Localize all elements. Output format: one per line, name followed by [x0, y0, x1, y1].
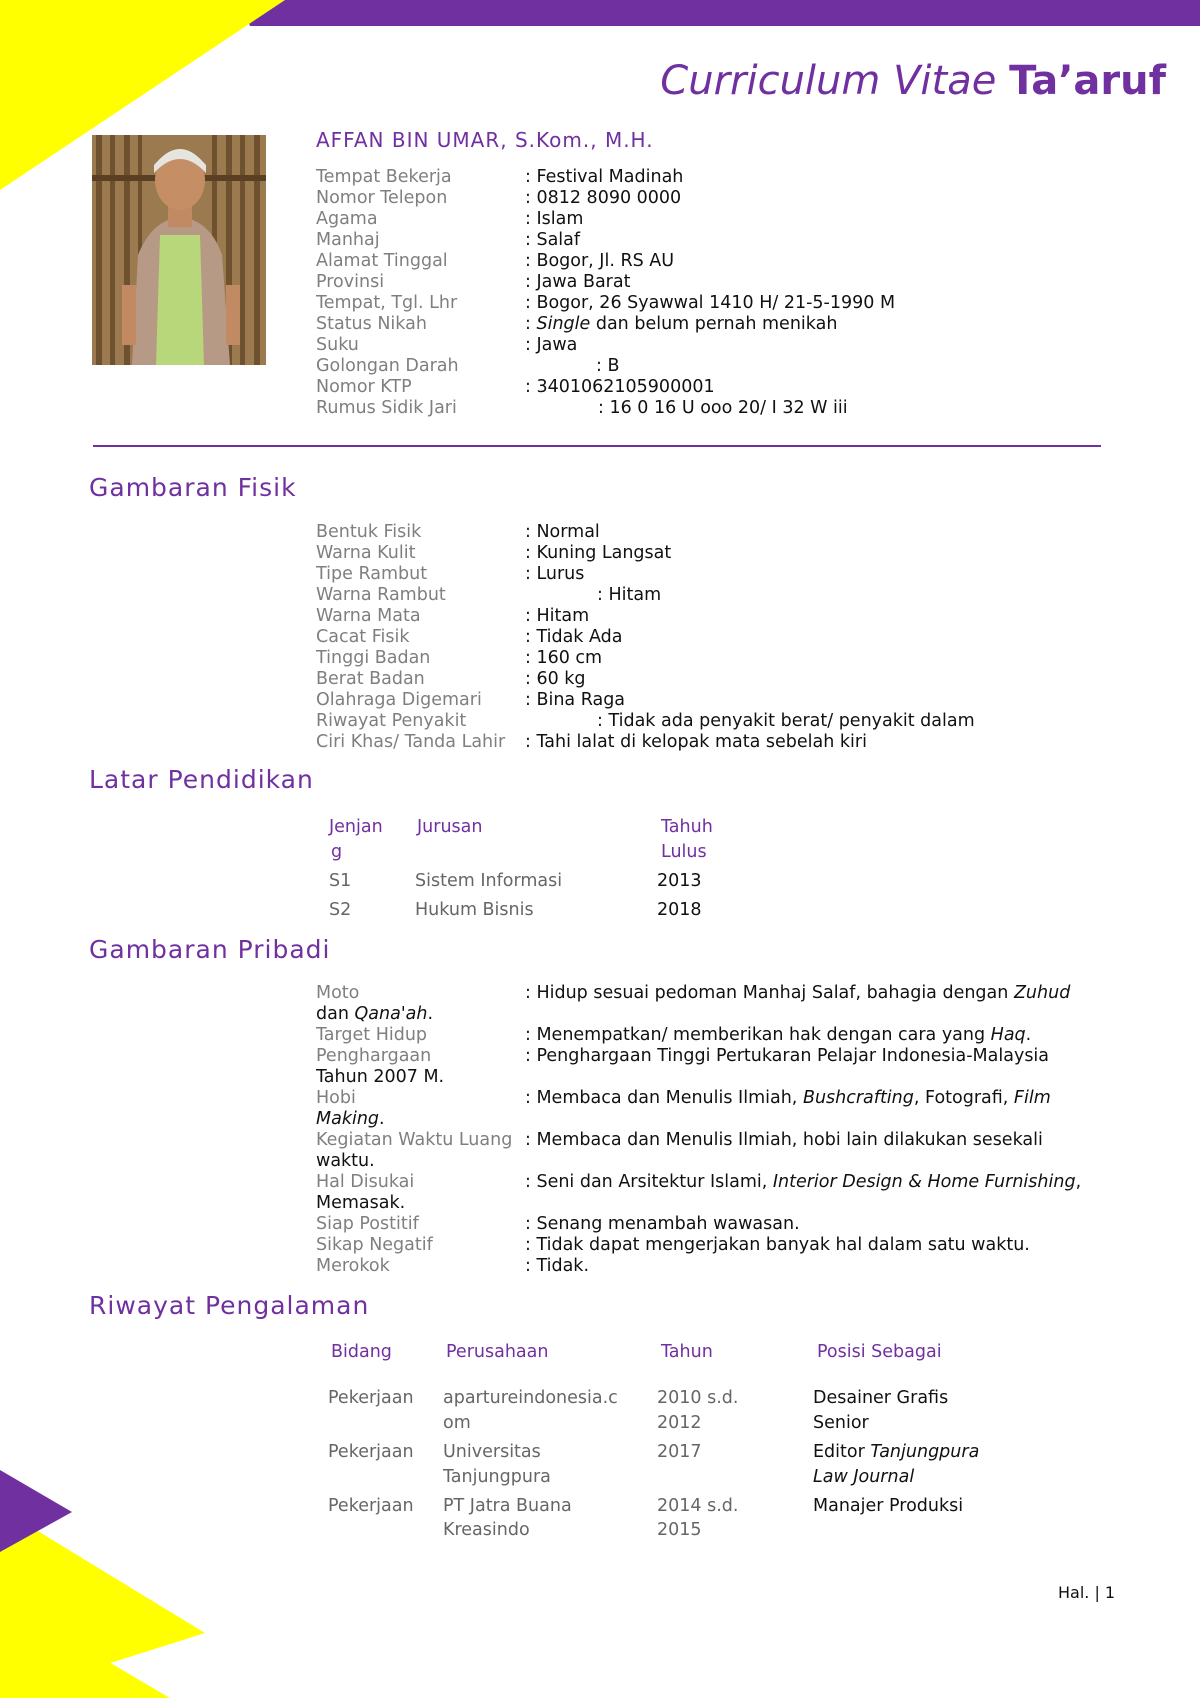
detail-value: : Salaf: [525, 230, 581, 250]
section-heading-pendidikan: Latar Pendidikan: [89, 765, 314, 794]
value-text: , Fotografi,: [913, 1088, 1014, 1108]
value-text: ,: [1075, 1172, 1082, 1192]
detail-value: [525, 1025, 1031, 1046]
detail-value: [525, 983, 1070, 1004]
exp-posisi-wrap: [813, 1465, 914, 1490]
detail-value: : Tidak ada penyakit berat/ penyakit dalam: [597, 711, 975, 731]
title-bold: Ta’aruf: [1009, 58, 1166, 104]
detail-value: [525, 314, 837, 335]
exp-posisi: Desainer Grafis: [813, 1388, 949, 1408]
value-italic: Single: [536, 314, 591, 334]
edu-jurusan: Sistem Informasi: [415, 871, 563, 891]
detail-label: Warna Rambut: [316, 585, 446, 605]
detail-label: Bentuk Fisik: [316, 522, 422, 542]
detail-value: : 60 kg: [525, 669, 586, 689]
value-text: : Seni dan Arsitektur Islami,: [525, 1172, 773, 1192]
detail-value: : 160 cm: [525, 648, 603, 668]
person-name: AFFAN BIN UMAR, S.Kom., M.H.: [316, 128, 654, 152]
col-header-jenjang: Jenjan: [329, 817, 383, 837]
detail-label: Suku: [316, 335, 359, 355]
detail-label: Warna Mata: [316, 606, 421, 626]
detail-value: : Normal: [525, 522, 600, 542]
section-heading-pribadi: Gambaran Pribadi: [89, 935, 331, 964]
exp-tahun-wrap: 2015: [657, 1520, 702, 1540]
edu-jurusan: Hukum Bisnis: [415, 900, 534, 920]
detail-label: Sikap Negatif: [316, 1235, 433, 1255]
detail-label: Tempat Bekerja: [316, 167, 452, 187]
col-header-tahun: Tahun: [661, 1342, 713, 1362]
value-italic: Interior Design & Home Furnishing: [772, 1172, 1076, 1192]
profile-photo: [92, 135, 266, 365]
detail-label: Berat Badan: [316, 669, 425, 689]
detail-label: Golongan Darah: [316, 356, 459, 376]
detail-label: Siap Postitif: [316, 1214, 419, 1234]
detail-label: Nomor KTP: [316, 377, 412, 397]
detail-label: Provinsi: [316, 272, 385, 292]
value-text: : Hidup sesuai pedoman Manhaj Salaf, bahagia dengan: [525, 983, 1014, 1003]
detail-value: : Hitam: [525, 606, 590, 626]
detail-value: : 0812 8090 0000: [525, 188, 682, 208]
value-italic: Tanjungpura: [870, 1442, 980, 1462]
exp-posisi: [813, 1440, 979, 1465]
detail-label: Target Hidup: [316, 1025, 428, 1045]
detail-value: : Bogor, 26 Syawwal 1410 H/ 21-5-1990 M: [525, 293, 896, 313]
detail-value: [525, 1172, 1081, 1193]
exp-posisi: Manajer Produksi: [813, 1496, 964, 1516]
detail-value: : Tahi lalat di kelopak mata sebelah kiri: [525, 732, 867, 752]
page-title: [660, 58, 1166, 104]
col-header-jurusan: Jurusan: [417, 817, 483, 837]
detail-label: Warna Kulit: [316, 543, 416, 563]
detail-label: Alamat Tinggal: [316, 251, 448, 271]
exp-perusahaan: Universitas: [443, 1442, 541, 1462]
value-rest: dan belum pernah menikah: [590, 314, 838, 334]
detail-value-cont: waktu.: [316, 1151, 375, 1171]
detail-label: Manhaj: [316, 230, 380, 250]
detail-value: : Hitam: [597, 585, 662, 605]
person-photo-icon: [92, 135, 266, 365]
detail-value: : Bogor, Jl. RS AU: [525, 251, 675, 271]
section-divider: [93, 445, 1101, 447]
exp-perusahaan: apartureindonesia.c: [443, 1388, 618, 1408]
detail-value-cont: [316, 1109, 385, 1130]
value-italic: Zuhud: [1013, 983, 1071, 1003]
exp-perusahaan-wrap: Tanjungpura: [443, 1467, 551, 1487]
col-header-tahun-wrap: Lulus: [661, 842, 707, 862]
detail-label: Olahraga Digemari: [316, 690, 482, 710]
exp-bidang: Pekerjaan: [328, 1388, 414, 1408]
detail-label: Kegiatan Waktu Luang: [316, 1130, 513, 1150]
detail-label: Tempat, Tgl. Lhr: [316, 293, 458, 313]
detail-label: Riwayat Penyakit: [316, 711, 467, 731]
detail-label: Nomor Telepon: [316, 188, 448, 208]
value-text: : Menempatkan/ memberikan hak dengan cara yang: [525, 1025, 991, 1045]
detail-value: : Tidak dapat mengerjakan banyak hal dalam satu waktu.: [525, 1235, 1030, 1255]
exp-perusahaan-wrap: om: [443, 1413, 471, 1433]
value-text: dan: [316, 1004, 355, 1024]
value-text: Editor: [813, 1442, 871, 1462]
detail-value: : Senang menambah wawasan.: [525, 1214, 800, 1234]
detail-value-cont: Tahun 2007 M.: [316, 1067, 445, 1087]
detail-value: : 16 0 16 U ooo 20/ I 32 W iii: [598, 398, 848, 418]
top-purple-band: [240, 0, 1200, 26]
section-heading-fisik: Gambaran Fisik: [89, 473, 297, 502]
detail-value-cont: [316, 1004, 433, 1025]
detail-label: Tinggi Badan: [316, 648, 431, 668]
value-italic: Film: [1013, 1088, 1051, 1108]
exp-perusahaan-wrap: Kreasindo: [443, 1520, 530, 1540]
edu-tahun: 2018: [657, 900, 702, 920]
detail-label: Agama: [316, 209, 378, 229]
detail-value: : Jawa Barat: [525, 272, 631, 292]
col-header-jenjang-wrap: g: [331, 842, 343, 862]
detail-value: : Kuning Langsat: [525, 543, 672, 563]
detail-value: : 3401062105900001: [525, 377, 715, 397]
page-number: Hal. | 1: [1058, 1583, 1116, 1602]
value-italic: Qana'ah: [354, 1004, 428, 1024]
edu-tahun: 2013: [657, 871, 702, 891]
exp-bidang: Pekerjaan: [328, 1442, 414, 1462]
value-text: .: [427, 1004, 434, 1024]
detail-value: : Tidak.: [525, 1256, 590, 1276]
detail-label: Ciri Khas/ Tanda Lahir: [316, 732, 506, 752]
detail-label: Penghargaan: [316, 1046, 432, 1066]
detail-label: Rumus Sidik Jari: [316, 398, 457, 418]
detail-label: Moto: [316, 983, 360, 1003]
detail-value: [525, 1088, 1051, 1109]
detail-value: : Islam: [525, 209, 584, 229]
value-prefix: :: [525, 314, 537, 334]
detail-value: : Lurus: [525, 564, 585, 584]
exp-posisi-wrap: Senior: [813, 1413, 869, 1433]
exp-tahun-wrap: 2012: [657, 1413, 702, 1433]
exp-tahun: 2014 s.d.: [657, 1496, 739, 1516]
detail-value: : Membaca dan Menulis Ilmiah, hobi lain dilakukan sesekali: [525, 1130, 1043, 1150]
detail-label: Hal Disukai: [316, 1172, 415, 1192]
title-italic: Curriculum Vitae: [660, 58, 997, 104]
value-text: .: [1025, 1025, 1032, 1045]
detail-value-cont: Memasak.: [316, 1193, 406, 1213]
detail-value: : Penghargaan Tinggi Pertukaran Pelajar Indonesia-Malaysia: [525, 1046, 1050, 1066]
detail-value: : Jawa: [525, 335, 578, 355]
exp-bidang: Pekerjaan: [328, 1496, 414, 1516]
detail-value: : Bina Raga: [525, 690, 626, 710]
edu-jenjang: S2: [329, 900, 352, 920]
value-text: : Membaca dan Menulis Ilmiah,: [525, 1088, 803, 1108]
detail-value: : Festival Madinah: [525, 167, 684, 187]
value-text: .: [379, 1109, 385, 1129]
exp-tahun: 2010 s.d.: [657, 1388, 739, 1408]
detail-value: : Tidak Ada: [525, 627, 623, 647]
value-italic: Law Journal: [813, 1467, 915, 1487]
detail-label: Status Nikah: [316, 314, 427, 334]
detail-value: : B: [596, 356, 620, 376]
col-header-perusahaan: Perusahaan: [446, 1342, 549, 1362]
exp-tahun: 2017: [657, 1442, 702, 1462]
detail-label: Merokok: [316, 1256, 390, 1276]
col-header-bidang: Bidang: [331, 1342, 392, 1362]
value-italic: Bushcrafting: [802, 1088, 914, 1108]
col-header-tahun: Tahuh: [661, 817, 713, 837]
edu-jenjang: S1: [329, 871, 352, 891]
value-italic: Haq: [990, 1025, 1026, 1045]
detail-label: Hobi: [316, 1088, 356, 1108]
col-header-posisi: Posisi Sebagai: [817, 1342, 942, 1362]
exp-perusahaan: PT Jatra Buana: [443, 1496, 572, 1516]
detail-label: Tipe Rambut: [316, 564, 428, 584]
detail-label: Cacat Fisik: [316, 627, 410, 647]
section-heading-pengalaman: Riwayat Pengalaman: [89, 1291, 370, 1320]
value-italic: Making: [316, 1109, 380, 1129]
